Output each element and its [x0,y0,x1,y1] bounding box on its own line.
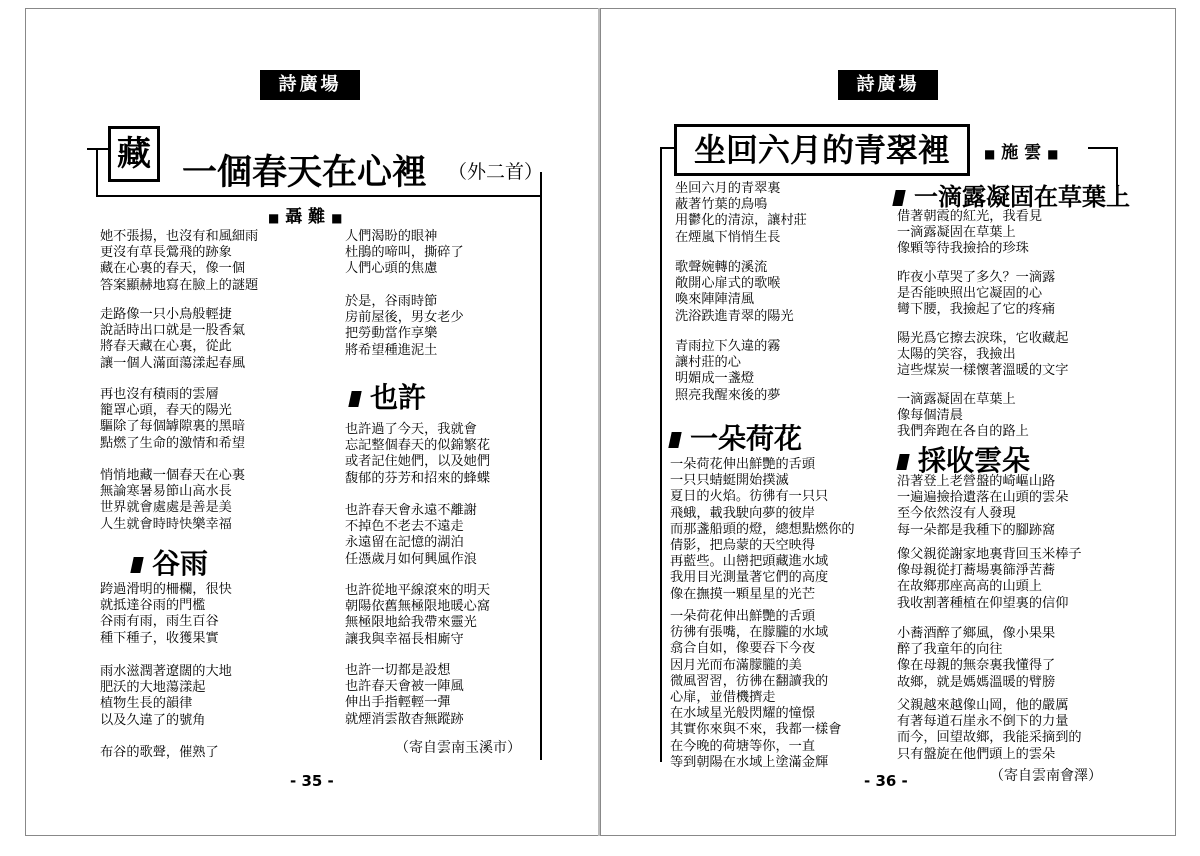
author: ■ 聶 難 ■ [268,207,343,227]
stanza: 青雨拉下久違的霧 讓村莊的心 明媚成一盞燈 照亮我醒來後的夢 [675,339,781,403]
stanza: 一朵荷花伸出鮮艷的舌頭 彷彿有張嘴，在朦朧的水域 翕合自如，像要吞下今夜 因月光而布滿朦朧的美 微風習習，彷彿在翻讀我的 心扉，並借機擠走 在水域星光般閃耀的憧憬 其實你來與不來，我都一樣會 在今晚的荷塘等你，一直 等到朝陽在水域上塗滿金輝 [670,609,842,770]
stanza: 昨夜小草哭了多久？一滴露 是否能映照出它凝固的心 彎下腰，我撿起了它的疼痛 [897,270,1056,318]
section-heading: 一朵荷花 [670,417,802,457]
stanza: 坐回六月的青翠裏 蔽著竹葉的鳥鳴 用鬱化的清涼，讓村莊 在煙嵐下悄悄生長 [675,181,807,245]
book-spine [598,8,600,836]
section-tag: 詩廣場 [260,70,360,100]
page-number: - 35 - [290,772,334,790]
stanza: 也許春天會永遠不離謝 不掉色不老去不遠走 永遠留在記憶的湖泊 任憑歲月如何興風作浪 [345,503,477,567]
section-heading: 一滴露凝固在草葉上 [894,177,1130,212]
stanza: 一朵荷花伸出鮮艷的舌頭 一只只蜻蜓開始撲滅 夏日的火焰。彷彿有一只只 飛蛾，載我駛向夢的彼岸 而那盞船頭的燈，總想點燃你的 倩影，把烏蒙的天空映得 再藍些。山巒把頭藏進水域 我用目光測量著它們的高度 像在撫摸一顆星星的光芒 [670,457,855,602]
stanza: 再也沒有積雨的雲層 籠罩心頭，春天的陽光 驅除了每個罅隙裏的黑暗 點燃了生命的激情和希望 [100,387,246,451]
title-initial-box [108,126,160,182]
section-heading: 也許 [350,376,426,416]
frame-line [96,150,98,196]
stanza: 於是，谷雨時節 房前屋後，男女老少 把勞動當作享樂 將希望種進泥土 [345,294,464,358]
stanza: 走路像一只小鳥般輕捷 說話時出口就是一股香氣 將春天藏在心裏，從此 讓一個人滿面蕩漾起春風 [100,307,246,371]
page-number: - 36 - [864,772,908,790]
frame-line [96,195,541,197]
stanza: 雨水滋潤著遼闊的大地 肥沃的大地蕩漾起 植物生長的韻律 以及久違了的號角 [100,664,232,728]
stanza: 布谷的歌聲，催熟了 [100,745,219,760]
author: ■ 施 雲 ■ [984,143,1059,163]
stanza: 也許過了今天，我就會 忘記整個春天的似錦繁花 或者記住她們，以及她們 馥郁的芬芳和招來的蜂蝶 [345,422,491,486]
title-suffix: （外二首） [448,161,544,183]
stanza: 沿著登上老營盤的崎嶇山路 一遍遍撿拾遺落在山頭的雲朵 至今依然沒有人發現 每一朵都是我種下的腳跡窩 [897,474,1069,538]
stanza: 也許一切都是設想 也許春天會被一陣風 伸出手指輕輕一彈 就煙消雲散杳無蹤跡 [345,663,464,727]
poem-title: 一個春天在心裡 [182,153,428,193]
stanza: 也許從地平線滾來的明天 朝陽依舊無極限地暖心窩 無極限地給我帶來靈光 讓我與幸福長相廝守 [345,583,491,647]
title-initial: 藏 [117,134,151,174]
stanza: 一滴露凝固在草葉上 像每個清晨 我們奔跑在各自的路上 [897,392,1029,440]
stanza: 她不張揚，也沒有和風細雨 更沒有草長鶯飛的跡象 藏在心裏的春天，像一個 答案顯赫地寫在臉上的謎題 [100,229,259,293]
stanza: 跨過滑明的柵欄，很快 就抵達谷雨的門檻 谷雨有雨，雨生百谷 種下種子，收獲果實 [100,582,232,646]
stanza: 父親越來越像山岡，他的嚴厲 有著每道石崖永不倒下的力量 而今，回望故鄉，我能采摘到的 只有盤旋在他們頭上的雲朵 [897,698,1082,762]
frame-line [1088,147,1118,149]
stanza: 像父親從謝家地裏背回玉米棒子 像母親從打蕎場裏篩淨苦蕎 在故鄉那座高高的山頭上 我收割著種植在仰望裏的信仰 [897,547,1082,611]
section-tag: 詩廣場 [838,70,938,100]
stanza: 小蕎酒醉了鄉風，像小果果 醉了我童年的向往 像在母親的無奈裏我懂得了 故鄉，就是媽媽溫暖的臂膀 [897,626,1056,690]
section-heading: 谷雨 [132,542,208,582]
stanza: 歌聲婉轉的溪流 敞開心扉式的歌喉 喚來陣陣清風 洗浴跌進青翠的陽光 [675,260,794,324]
frame-line [660,147,662,762]
source-note: （寄自雲南玉溪市） [395,740,521,756]
frame-line [540,172,542,760]
poem-title-box [674,124,970,176]
stanza: 陽光爲它擦去淚珠，它收藏起 太陽的笑容，我撿出 這些煤炭一樣懷著溫暖的文字 [897,331,1069,379]
source-note: （寄自雲南會澤） [990,768,1102,784]
stanza: 借著朝霞的紅光，我看見 一滴露凝固在草葉上 像顆等待我撿拾的珍珠 [897,209,1043,257]
stanza: 人們渴盼的眼神 杜鵑的啼叫，撕碎了 人們心頭的焦慮 [345,229,464,277]
section-heading: 採收雲朵 [898,439,1030,479]
stanza: 悄悄地藏一個春天在心裏 無論寒暑易節山高水長 世界就會處處是善是美 人生就會時時快樂幸福 [100,468,246,532]
frame-line [660,147,674,149]
poem-title: 坐回六月的青翠裡 [693,131,950,169]
